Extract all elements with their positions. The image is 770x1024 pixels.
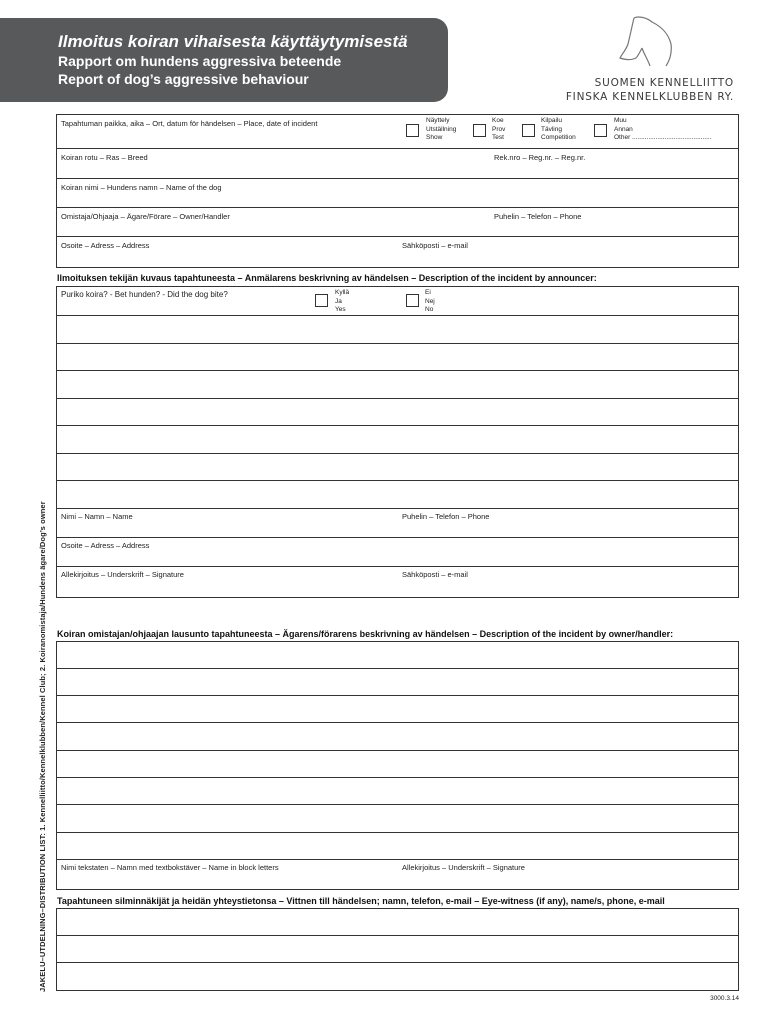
announcer-name-row[interactable] bbox=[57, 509, 738, 538]
test-checkbox[interactable] bbox=[473, 124, 486, 137]
breed-label: Koiran rotu – Ras – Breed bbox=[61, 153, 148, 162]
email-label: Sähköposti – e-mail bbox=[402, 241, 468, 250]
owner-statement-line[interactable] bbox=[57, 778, 738, 805]
announcer-box bbox=[56, 286, 739, 598]
owner-statement-section-title: Koiran omistajan/ohjaajan lausunto tapahtuneesta – Ägarens/förarens beskrivning av händelsen – Description of the incident by owner/handler: bbox=[57, 629, 674, 639]
owner-signature-row[interactable] bbox=[57, 860, 738, 889]
announcer-signature-label: Allekirjoitus – Underskrift – Signature bbox=[61, 570, 184, 579]
announcer-section-title: Ilmoituksen tekijän kuvaus tapahtuneesta – Anmälarens beskrivning av händelsen – Description of the incident by announcer: bbox=[57, 273, 597, 283]
owner-statement-box bbox=[56, 641, 739, 890]
owner-row[interactable] bbox=[57, 208, 738, 237]
bite-no-label: Ei Nej No bbox=[425, 289, 435, 313]
other-checkbox[interactable] bbox=[594, 124, 607, 137]
dog-name-label: Koiran nimi – Hundens namn – Name of the dog bbox=[61, 183, 222, 192]
incident-place-row[interactable] bbox=[57, 115, 738, 149]
address-label: Osoite – Adress – Address bbox=[61, 241, 150, 250]
announcer-address-row[interactable] bbox=[57, 538, 738, 567]
place-date-label: Tapahtuman paikka, aika – Ort, datum för händelsen – Place, date of incident bbox=[61, 119, 318, 128]
witness-section-title: Tapahtuneen silminnäkijät ja heidän yhteystietonsa – Vittnen till händelsen; namn, telefon, e-mail – Eye-witness (if any), name/s, phone, e-mail bbox=[57, 896, 665, 906]
form-code: 3000.3.14 bbox=[710, 995, 739, 1002]
owner-statement-line[interactable] bbox=[57, 642, 738, 669]
regno-label: Rek.nro – Reg.nr. – Reg.nr. bbox=[494, 153, 586, 162]
form-subtitle-en: Report of dog’s aggressive behaviour bbox=[58, 71, 309, 87]
announcer-description-line[interactable] bbox=[57, 481, 738, 509]
show-option-label: Näyttely Utställning Show bbox=[426, 117, 457, 141]
owner-statement-line[interactable] bbox=[57, 669, 738, 696]
announcer-description-line[interactable] bbox=[57, 316, 738, 344]
announcer-description-line[interactable] bbox=[57, 426, 738, 454]
bite-question-label: Puriko koira? - Bet hunden? - Did the dog bite? bbox=[61, 290, 228, 299]
owner-statement-line[interactable] bbox=[57, 805, 738, 833]
breed-row[interactable] bbox=[57, 149, 738, 179]
owner-signature-label: Allekirjoitus – Underskrift – Signature bbox=[402, 863, 525, 872]
announcer-email-label: Sähköposti – e-mail bbox=[402, 570, 468, 579]
witness-line[interactable] bbox=[57, 936, 738, 963]
phone-label: Puhelin – Telefon – Phone bbox=[494, 212, 582, 221]
test-option-label: Koe Prov Test bbox=[492, 117, 506, 141]
form-title: Ilmoitus koiran vihaisesta käyttäytymisestä bbox=[58, 32, 408, 51]
owner-statement-line[interactable] bbox=[57, 723, 738, 751]
dog-name-row[interactable] bbox=[57, 179, 738, 208]
address-row[interactable] bbox=[57, 237, 738, 267]
witness-box bbox=[56, 908, 739, 991]
bite-yes-checkbox[interactable] bbox=[315, 294, 328, 307]
dog-head-logo-icon bbox=[616, 14, 676, 70]
owner-statement-line[interactable] bbox=[57, 833, 738, 860]
witness-line[interactable] bbox=[57, 909, 738, 936]
competition-checkbox[interactable] bbox=[522, 124, 535, 137]
bite-yes-label: Kyllä Ja Yes bbox=[335, 289, 350, 313]
announcer-description-line[interactable] bbox=[57, 399, 738, 426]
block-name-label: Nimi tekstaten – Namn med textbokstäver – Name in block letters bbox=[61, 863, 279, 872]
bite-question-row bbox=[57, 287, 738, 316]
owner-statement-line[interactable] bbox=[57, 696, 738, 723]
bite-no-checkbox[interactable] bbox=[406, 294, 419, 307]
form-subtitle-sv: Rapport om hundens aggressiva beteende bbox=[58, 53, 342, 69]
other-option-label: Muu Annan Other ............................................ bbox=[614, 117, 712, 141]
announcer-description-line[interactable] bbox=[57, 454, 738, 481]
competition-option-label: Kilpailu Tävling Competition bbox=[541, 117, 576, 141]
org-name-fi: SUOMEN KENNELLIITTO bbox=[594, 77, 734, 89]
owner-label: Omistaja/Ohjaaja – Ägare/Förare – Owner/Handler bbox=[61, 212, 230, 221]
show-checkbox[interactable] bbox=[406, 124, 419, 137]
incident-details-box bbox=[56, 114, 739, 268]
announcer-address-label: Osoite – Adress – Address bbox=[61, 541, 150, 550]
announcer-signature-row[interactable] bbox=[57, 567, 738, 597]
org-name-sv: FINSKA KENNELKLUBBEN RY. bbox=[565, 91, 734, 103]
announcer-description-line[interactable] bbox=[57, 371, 738, 399]
witness-line[interactable] bbox=[57, 963, 738, 990]
announcer-name-label: Nimi – Namn – Name bbox=[61, 512, 133, 521]
owner-statement-line[interactable] bbox=[57, 751, 738, 778]
announcer-description-line[interactable] bbox=[57, 344, 738, 371]
announcer-phone-label: Puhelin – Telefon – Phone bbox=[402, 512, 490, 521]
distribution-list: JAKELU–UTDELNING–DISTRIBUTION LIST: 1. Kennelliitto/Kennelklubben/Kennel Club; 2. Koiranomistaja/Hundens ägare/Dog’s owner bbox=[38, 501, 47, 992]
